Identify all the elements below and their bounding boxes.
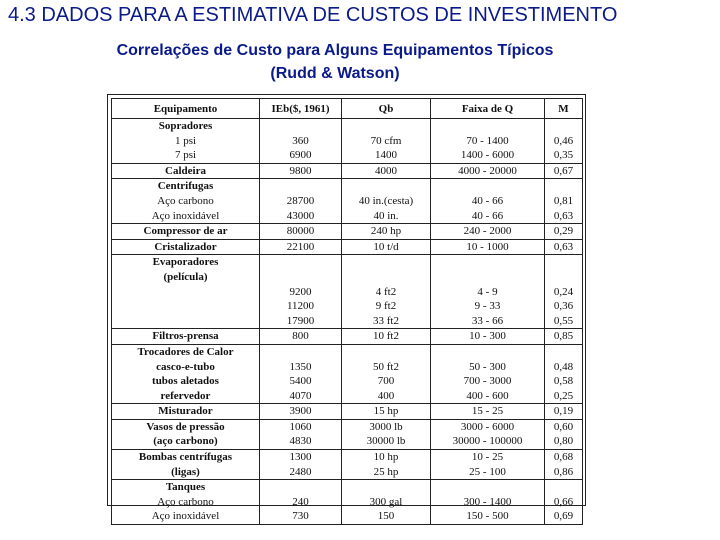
base-cost-cell: [260, 344, 342, 403]
base-capacity: [342, 480, 430, 495]
base-cost-cell: [260, 255, 342, 329]
exponent-m: [545, 179, 582, 194]
equipment-name: (ligas): [171, 465, 200, 478]
equipment-name: Trocadores de Calor: [137, 345, 234, 358]
exponent-m: 0,86: [553, 465, 574, 478]
capacity-range: 15 - 25: [471, 405, 504, 418]
base-cost: [260, 480, 341, 495]
equipment-name: Caldeira: [165, 164, 206, 177]
capacity-range: 4 - 9: [477, 285, 498, 298]
equipment-name-cell: [112, 344, 260, 403]
capacity-range: [431, 480, 544, 495]
table-row: [112, 329, 583, 345]
capacity-range-cell: [431, 344, 545, 403]
equipment-name: Compressor de ar: [143, 225, 228, 238]
base-capacity-cell: [342, 119, 431, 164]
base-cost: 9800: [289, 164, 312, 177]
equipment-name: [112, 314, 259, 329]
header-qb: Qb: [342, 99, 431, 119]
equipment-name: Sopradores: [158, 120, 213, 132]
equipment-name-cell: [112, 404, 260, 420]
exponent-m: 0,29: [553, 225, 574, 238]
capacity-range-cell: [431, 119, 545, 164]
base-capacity: [342, 119, 430, 134]
exponent-m: 0,24: [553, 285, 574, 298]
exponent-m-cell: [545, 239, 583, 255]
exponent-m: 0,55: [553, 314, 574, 327]
base-cost: 800: [292, 330, 309, 343]
exponent-m: 0,67: [553, 164, 574, 177]
capacity-range: 70 - 1400: [466, 134, 509, 147]
cost-correlation-table: [111, 98, 583, 525]
exponent-m: 0,85: [553, 330, 574, 343]
capacity-range-cell: [431, 239, 545, 255]
header-cost: IEb($, 1961): [260, 99, 342, 119]
capacity-range: 240 - 2000: [463, 225, 512, 238]
equipment-name-cell: [112, 224, 260, 240]
base-cost: 240: [292, 495, 309, 508]
exponent-m: 0,58: [553, 375, 574, 388]
base-capacity: 10 t/d: [373, 240, 399, 253]
capacity-range: 30000 - 100000: [452, 435, 523, 448]
capacity-range: 33 - 66: [471, 314, 504, 327]
equipment-name: refervedor: [160, 389, 211, 402]
base-capacity-cell: [342, 224, 431, 240]
capacity-range: 150 - 500: [466, 510, 509, 523]
equipment-name: Bombas centrífugas: [138, 451, 233, 464]
equipment-name: Vasos de pressão: [146, 420, 225, 433]
exponent-m: 0,68: [553, 451, 574, 464]
exponent-m: 0,60: [553, 420, 574, 433]
table-row: [112, 480, 583, 525]
base-cost-cell: [260, 480, 342, 525]
base-capacity-cell: [342, 239, 431, 255]
capacity-range: 3000 - 6000: [460, 420, 515, 433]
capacity-range: 1400 - 6000: [460, 149, 515, 162]
base-cost-cell: [260, 239, 342, 255]
base-cost-cell: [260, 119, 342, 164]
equipment-name: [112, 299, 259, 314]
base-capacity: 240 hp: [370, 225, 402, 238]
base-capacity: 700: [377, 375, 395, 388]
table-source: (Rudd & Watson): [270, 65, 400, 82]
base-capacity: 400: [377, 389, 395, 402]
base-cost: 1350: [289, 360, 312, 373]
equipment-name: Tanques: [165, 481, 206, 494]
table-row: [112, 163, 583, 179]
exponent-m: [545, 345, 582, 360]
base-cost: [260, 119, 341, 134]
table-row: [112, 255, 583, 329]
base-cost-cell: [260, 163, 342, 179]
base-capacity: [342, 179, 430, 194]
exponent-m-cell: [545, 329, 583, 345]
base-cost: [260, 270, 341, 285]
base-cost: 11200: [286, 300, 315, 313]
base-capacity-cell: [342, 404, 431, 420]
exponent-m-cell: [545, 404, 583, 420]
exponent-m: 0,19: [553, 405, 574, 418]
equipment-name-cell: [112, 255, 260, 329]
equipment-name: 1 psi: [174, 134, 197, 147]
base-cost: 3900: [289, 405, 312, 418]
capacity-range-cell: [431, 329, 545, 345]
equipment-name: Filtros-prensa: [152, 330, 219, 343]
equipment-name-cell: [112, 163, 260, 179]
capacity-range-cell: [431, 419, 545, 449]
table-row: [112, 179, 583, 224]
equipment-name: Aço inoxidável: [151, 209, 220, 222]
exponent-m: 0,63: [553, 240, 574, 253]
base-capacity: 4 ft2: [375, 285, 397, 298]
capacity-range-cell: [431, 224, 545, 240]
base-capacity: 150: [377, 510, 395, 523]
base-capacity: 1400: [375, 149, 397, 162]
base-cost: 2480: [289, 465, 312, 478]
capacity-range: [431, 255, 544, 270]
base-cost: [260, 179, 341, 194]
exponent-m-cell: [545, 419, 583, 449]
base-capacity-cell: [342, 344, 431, 403]
capacity-range-cell: [431, 179, 545, 224]
base-capacity-cell: [342, 419, 431, 449]
base-capacity: 50 ft2: [373, 360, 399, 373]
equipment-name-cell: [112, 450, 260, 480]
capacity-range: 9 - 33: [474, 300, 501, 313]
equipment-name-cell: [112, 179, 260, 224]
capacity-range: 300 - 1400: [463, 495, 512, 508]
base-cost: 1060: [289, 420, 312, 433]
equipment-name: [112, 285, 259, 300]
exponent-m-cell: [545, 450, 583, 480]
equipment-name-cell: [112, 239, 260, 255]
header-m: M: [545, 99, 583, 119]
exponent-m-cell: [545, 163, 583, 179]
base-capacity: 25 hp: [373, 465, 399, 478]
capacity-range: [431, 179, 544, 194]
capacity-range-cell: [431, 450, 545, 480]
base-cost: 22100: [286, 240, 315, 253]
exponent-m: 0,69: [553, 510, 574, 523]
exponent-m: 0,48: [553, 360, 574, 373]
exponent-m: 0,63: [553, 209, 574, 222]
base-cost: 80000: [286, 225, 315, 238]
capacity-range: 40 - 66: [471, 194, 504, 207]
exponent-m: 0,36: [553, 300, 574, 313]
base-capacity: 3000 lb: [369, 420, 403, 433]
table-row: [112, 344, 583, 403]
capacity-range: 40 - 66: [471, 209, 504, 222]
base-cost-cell: [260, 450, 342, 480]
base-cost: 4070: [289, 389, 312, 402]
base-cost: 360: [292, 134, 309, 147]
exponent-m: [545, 270, 582, 285]
base-cost-cell: [260, 224, 342, 240]
exponent-m: [545, 119, 582, 134]
capacity-range: 700 - 3000: [463, 375, 512, 388]
base-cost: 6900: [289, 149, 312, 162]
base-capacity: 33 ft2: [373, 314, 399, 327]
equipment-name-cell: [112, 329, 260, 345]
base-capacity: [342, 255, 430, 270]
base-cost-cell: [260, 419, 342, 449]
equipment-name-cell: [112, 119, 260, 164]
base-capacity-cell: [342, 179, 431, 224]
table-row: [112, 119, 583, 164]
capacity-range: 25 - 100: [469, 465, 506, 478]
exponent-m: 0,81: [553, 194, 574, 207]
header-range: Faixa de Q: [431, 99, 545, 119]
capacity-range: 10 - 300: [469, 330, 506, 343]
equipment-name: Aço carbono: [157, 495, 214, 508]
capacity-range: 50 - 300: [469, 360, 506, 373]
base-capacity: 70 cfm: [370, 134, 402, 147]
base-cost: [260, 255, 341, 270]
exponent-m: 0,35: [553, 149, 574, 162]
base-capacity-cell: [342, 329, 431, 345]
exponent-m: 0,46: [553, 134, 574, 147]
base-capacity: 40 in.: [373, 209, 399, 222]
capacity-range-cell: [431, 404, 545, 420]
capacity-range: [431, 270, 544, 285]
capacity-range: 400 - 600: [466, 389, 509, 402]
table-row: [112, 419, 583, 449]
exponent-m-cell: [545, 224, 583, 240]
equipment-name: Misturador: [158, 405, 213, 418]
base-capacity-cell: [342, 255, 431, 329]
table-row: [112, 450, 583, 480]
base-cost: 4830: [289, 435, 312, 448]
base-capacity-cell: [342, 163, 431, 179]
equipment-name: Evaporadores: [152, 256, 219, 269]
exponent-m-cell: [545, 179, 583, 224]
base-capacity: 15 hp: [373, 405, 399, 418]
base-cost: 28700: [286, 194, 315, 207]
base-cost: 43000: [286, 209, 315, 222]
equipment-name-cell: [112, 419, 260, 449]
capacity-range: [431, 119, 544, 134]
base-capacity: 40 in.(cesta): [358, 194, 414, 207]
base-capacity: [342, 345, 430, 360]
base-capacity: 30000 lb: [366, 435, 406, 448]
exponent-m: 0,80: [553, 435, 574, 448]
equipment-name-cell: [112, 480, 260, 525]
equipment-name: Aço carbono: [157, 194, 214, 207]
equipment-name: (película): [163, 270, 208, 283]
base-capacity: 10 ft2: [373, 330, 399, 343]
capacity-range-cell: [431, 255, 545, 329]
exponent-m-cell: [545, 119, 583, 164]
capacity-range: 4000 - 20000: [458, 164, 517, 177]
capacity-range-cell: [431, 480, 545, 525]
table-row: [112, 404, 583, 420]
table-row: [112, 224, 583, 240]
base-cost-cell: [260, 329, 342, 345]
exponent-m: [545, 480, 582, 495]
equipment-name: (aço carbono): [153, 435, 218, 448]
exponent-m: [545, 255, 582, 270]
capacity-range-cell: [431, 163, 545, 179]
header-equipamento: Equipamento: [112, 99, 260, 119]
base-capacity-cell: [342, 480, 431, 525]
capacity-range: 10 - 25: [471, 451, 504, 464]
equipment-name: 7 psi: [174, 149, 197, 162]
equipment-name: tubos aletados: [152, 375, 219, 388]
exponent-m: 0,66: [553, 495, 574, 508]
base-capacity: 300 gal: [369, 495, 403, 508]
base-cost-cell: [260, 404, 342, 420]
equipment-name: Cristalizador: [154, 240, 217, 253]
base-cost: 17900: [286, 314, 315, 327]
table-frame: [107, 94, 586, 523]
base-capacity: 10 hp: [373, 451, 399, 464]
table-row: [112, 239, 583, 255]
table-subtitle: Correlações de Custo para Alguns Equipamentos Típicos: [116, 42, 554, 59]
capacity-range: [431, 345, 544, 360]
equipment-name: Centrifugas: [157, 180, 214, 193]
base-cost: 730: [292, 510, 309, 523]
base-cost-cell: [260, 179, 342, 224]
equipment-name: Aço inoxidável: [151, 510, 220, 523]
base-capacity: [342, 270, 430, 285]
exponent-m-cell: [545, 344, 583, 403]
base-capacity: 4000: [375, 164, 397, 177]
base-cost: 5400: [289, 375, 312, 388]
exponent-m-cell: [545, 480, 583, 525]
table-body: [112, 119, 583, 525]
capacity-range: 10 - 1000: [466, 240, 509, 253]
base-capacity-cell: [342, 450, 431, 480]
exponent-m: 0,25: [553, 389, 574, 402]
table-header-row: [112, 99, 583, 119]
base-cost: 9200: [289, 285, 312, 298]
base-cost: [260, 345, 341, 360]
base-capacity: 9 ft2: [375, 300, 397, 313]
exponent-m-cell: [545, 255, 583, 329]
equipment-name: casco-e-tubo: [156, 360, 215, 373]
page-title: 4.3 DADOS PARA A ESTIMATIVA DE CUSTOS DE INVESTIMENTO: [8, 4, 618, 26]
base-cost: 1300: [289, 451, 312, 464]
